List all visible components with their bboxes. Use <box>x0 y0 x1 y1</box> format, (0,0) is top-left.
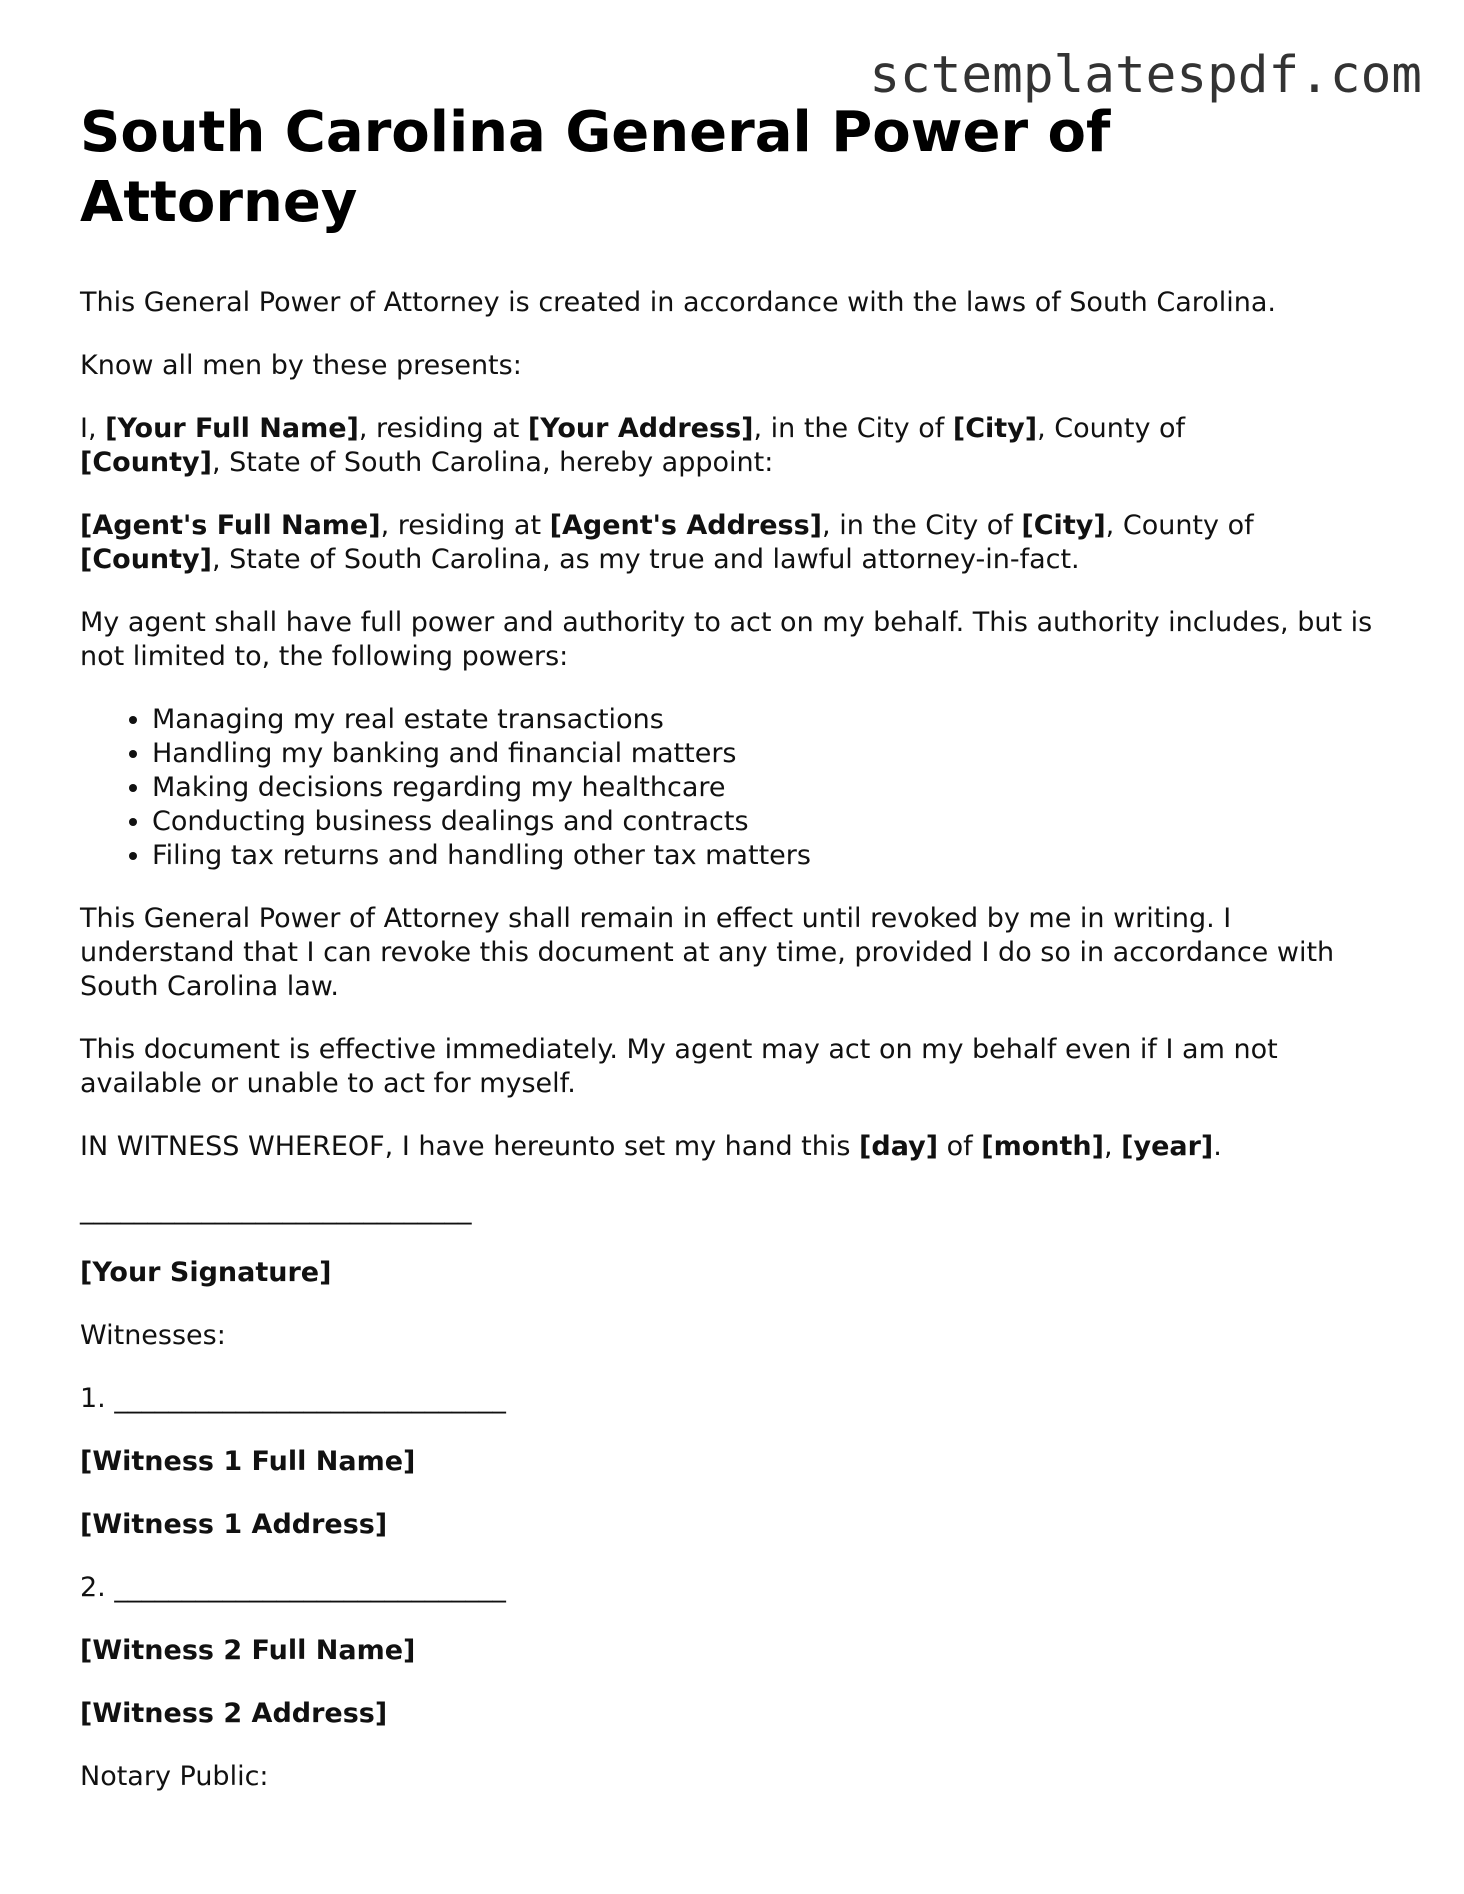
powers-intro-paragraph: My agent shall have full power and authority to act on my behalf. This authority includes, but is not limited to, the following powers: <box>80 607 1373 672</box>
witness-clause-text-4: . <box>1213 1131 1222 1162</box>
witness1-signature-line: 1. _____________________________ <box>80 1383 506 1414</box>
principal-text-2: , residing at <box>358 413 528 444</box>
witnesses-label: Witnesses: <box>80 1320 226 1351</box>
principal-city-placeholder: [City] <box>952 413 1038 444</box>
agent-paragraph <box>80 509 1380 577</box>
agent-text-3: , County of <box>1105 510 1254 541</box>
power-item: • Making decisions regarding my healthcare <box>152 771 1380 805</box>
revocation-paragraph: This General Power of Attorney shall remain in effect until revoked by me in writing. I understand that I can revoke this document at any time, provided I do so in accordance with South Carolina law. <box>80 903 1335 1002</box>
agent-text-1: , residing at <box>380 510 550 541</box>
witness1-address-placeholder: [Witness 1 Address] <box>80 1509 388 1540</box>
site-watermark: sctemplatespdf.com <box>869 46 1422 105</box>
agent-city-placeholder: [City] <box>1021 510 1106 541</box>
witness1-name-placeholder: [Witness 1 Full Name] <box>80 1446 416 1477</box>
principal-name-placeholder: [Your Full Name] <box>105 413 359 444</box>
day-placeholder: [day] <box>859 1131 939 1162</box>
effective-paragraph: This document is effective immediately. My agent may act on my behalf even if I am not available or unable to act for myself. <box>80 1034 1278 1099</box>
document-page <box>80 98 1380 1823</box>
document-title: South Carolina General Power of Attorney <box>80 100 1111 235</box>
agent-text-2: , in the City of <box>822 510 1022 541</box>
signature-line: _____________________________ <box>80 1194 472 1225</box>
principal-text-1: I, <box>80 413 106 444</box>
signature-label <box>80 1256 1380 1290</box>
witness2-name-row <box>80 1634 1380 1668</box>
witness-clause-paragraph <box>80 1130 1380 1164</box>
principal-paragraph <box>80 412 1380 480</box>
witness1-address-row <box>80 1508 1380 1542</box>
witness2-address-row <box>80 1697 1380 1731</box>
know-all-paragraph: Know all men by these presents: <box>80 350 522 381</box>
year-placeholder: [year] <box>1121 1131 1214 1162</box>
principal-county-placeholder: [County] <box>80 447 212 478</box>
witness1-name-row <box>80 1445 1380 1479</box>
power-item: • Managing my real estate transactions <box>152 703 1380 737</box>
power-item: • Handling my banking and financial matters <box>152 737 1380 771</box>
principal-text-5: , State of South Carolina, hereby appoint: <box>212 447 774 478</box>
agent-name-placeholder: [Agent's Full Name] <box>80 510 381 541</box>
agent-text-4: , State of South Carolina, as my true and lawful attorney-in-fact. <box>212 544 1080 575</box>
signature-placeholder: [Your Signature] <box>80 1257 332 1288</box>
principal-text-3: , in the City of <box>753 413 953 444</box>
power-item: • Filing tax returns and handling other tax matters <box>152 839 1380 873</box>
principal-text-4: , County of <box>1037 413 1186 444</box>
witness2-name-placeholder: [Witness 2 Full Name] <box>80 1635 416 1666</box>
power-item: • Conducting business dealings and contracts <box>152 805 1380 839</box>
witness-clause-text-2: of <box>938 1131 982 1162</box>
witness-clause-text-1: IN WITNESS WHEREOF, I have hereunto set my hand this <box>80 1131 860 1162</box>
notary-label: Notary Public: <box>80 1761 269 1792</box>
witness2-signature-line: 2. _____________________________ <box>80 1572 506 1603</box>
agent-address-placeholder: [Agent's Address] <box>549 510 823 541</box>
witness-clause-text-3: , <box>1103 1131 1122 1162</box>
witness2-address-placeholder: [Witness 2 Address] <box>80 1698 388 1729</box>
powers-list <box>80 703 1380 873</box>
month-placeholder: [month] <box>981 1131 1104 1162</box>
intro-paragraph: This General Power of Attorney is created in accordance with the laws of South Carolina. <box>80 287 1277 318</box>
agent-county-placeholder: [County] <box>80 544 212 575</box>
principal-address-placeholder: [Your Address] <box>527 413 754 444</box>
